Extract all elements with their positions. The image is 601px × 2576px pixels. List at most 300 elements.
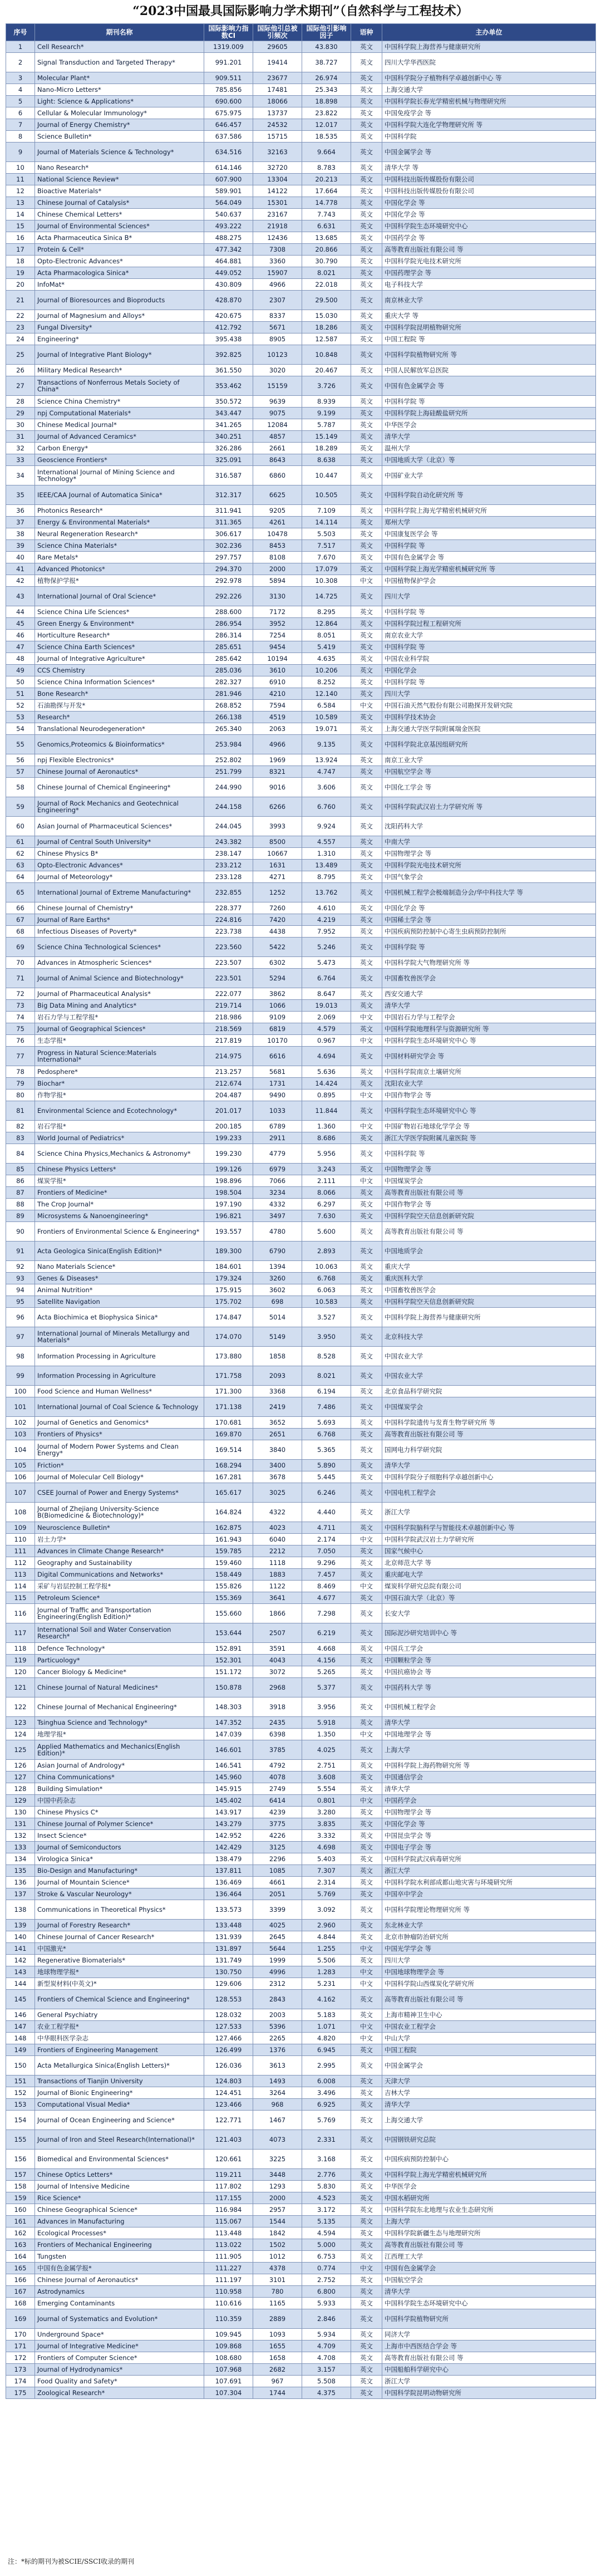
cell-citations: 1118: [253, 1557, 302, 1569]
cell-index: 49: [6, 665, 35, 676]
table-row: [6, 174, 596, 185]
cell-index: 120: [6, 1666, 35, 1678]
cell-ci: 113.448: [204, 2227, 253, 2239]
table-row: [6, 505, 596, 517]
cell-ci: 129.606: [204, 1978, 253, 1990]
cell-journal-name: npj Computational Materials*: [35, 408, 204, 419]
cell-citations: 1883: [253, 1569, 302, 1581]
cell-ci: 148.303: [204, 1697, 253, 1717]
cell-index: 43: [6, 587, 35, 606]
cell-index: 14: [6, 209, 35, 220]
cell-ci: 646.457: [204, 119, 253, 131]
cell-impact-factor: 10.308: [302, 575, 351, 587]
cell-institution: 中国科学院分子细胞科学卓越创新中心: [382, 1471, 596, 1483]
cell-index: 3: [6, 72, 35, 84]
cell-ci: 212.674: [204, 1078, 253, 1090]
cell-institution: 中国科学院遗传与发育生物学研究所 等: [382, 1417, 596, 1429]
cell-ci: 152.891: [204, 1643, 253, 1655]
cell-index: 146: [6, 2009, 35, 2021]
cell-journal-name: Rare Metals*: [35, 552, 204, 563]
cell-impact-factor: 4.844: [302, 1931, 351, 1943]
table-row: [6, 860, 596, 871]
cell-language: 中文: [351, 1175, 382, 1187]
cell-institution: 中国科学院大气物理研究所 等: [382, 957, 596, 969]
cell-language: 英文: [351, 256, 382, 267]
cell-language: 英文: [351, 1078, 382, 1090]
cell-ci: 265.340: [204, 723, 253, 735]
cell-institution: 中国石油天然气股份有限公司勘探开发研究院: [382, 700, 596, 712]
cell-ci: 464.881: [204, 256, 253, 267]
table-row: [6, 848, 596, 860]
cell-institution: 中国兵工学会: [382, 1643, 596, 1655]
cell-impact-factor: 3.172: [302, 2204, 351, 2216]
cell-citations: 2003: [253, 2009, 302, 2021]
cell-language: 英文: [351, 1807, 382, 1818]
cell-index: 55: [6, 735, 35, 754]
cell-journal-name: Journal of Bioresources and Bioproducts: [35, 291, 204, 310]
cell-language: 英文: [351, 883, 382, 902]
cell-ci: 477.342: [204, 244, 253, 256]
cell-citations: 12084: [253, 419, 302, 431]
cell-impact-factor: 9.135: [302, 735, 351, 754]
cell-institution: 高等教育出版社有限公司 等: [382, 1990, 596, 2009]
cell-language: 英文: [351, 836, 382, 848]
cell-institution: 中国科学院过程工程研究所: [382, 618, 596, 630]
cell-journal-name: Genomics,Proteomics & Bioinformatics*: [35, 735, 204, 754]
cell-impact-factor: 4.747: [302, 766, 351, 778]
cell-institution: 高等教育出版社有限公司 等: [382, 1429, 596, 1440]
cell-citations: 7420: [253, 914, 302, 926]
cell-citations: 19414: [253, 53, 302, 72]
cell-citations: 4378: [253, 2263, 302, 2274]
cell-impact-factor: 18.898: [302, 96, 351, 107]
cell-language: 英文: [351, 2192, 382, 2204]
cell-impact-factor: 12.017: [302, 119, 351, 131]
cell-citations: 3610: [253, 665, 302, 676]
cell-impact-factor: 13.685: [302, 232, 351, 244]
cell-impact-factor: 1.255: [302, 1943, 351, 1955]
cell-impact-factor: 2.752: [302, 2274, 351, 2286]
cell-journal-name: Computational Visual Media*: [35, 2099, 204, 2111]
table-row: [6, 1261, 596, 1273]
table-row: [6, 1397, 596, 1417]
cell-index: 160: [6, 2204, 35, 2216]
cell-journal-name: Chinese Journal of Chemistry*: [35, 902, 204, 914]
cell-language: 英文: [351, 2239, 382, 2251]
cell-language: 英文: [351, 2341, 382, 2352]
cell-language: 英文: [351, 1888, 382, 1900]
cell-language: 英文: [351, 1471, 382, 1483]
cell-institution: 北京科技大学: [382, 1327, 596, 1347]
table-row: [6, 688, 596, 700]
table-row: [6, 119, 596, 131]
cell-journal-name: Journal of Genetics and Genomics*: [35, 1417, 204, 1429]
cell-index: 48: [6, 653, 35, 665]
cell-ci: 340.251: [204, 431, 253, 443]
cell-index: 138: [6, 1900, 35, 1920]
cell-index: 165: [6, 2263, 35, 2274]
cell-journal-name: Frontiers of Chemical Science and Engineering*: [35, 1990, 204, 2009]
cell-impact-factor: 5.377: [302, 1678, 351, 1697]
cell-ci: 161.943: [204, 1534, 253, 1545]
table-row: [6, 735, 596, 754]
cell-impact-factor: 10.589: [302, 712, 351, 723]
cell-journal-name: npj Flexible Electronics*: [35, 754, 204, 766]
cell-institution: 中国植物保护学会: [382, 575, 596, 587]
cell-index: 26: [6, 365, 35, 376]
table-row: [6, 419, 596, 431]
cell-ci: 175.702: [204, 1296, 253, 1308]
cell-institution: 中国科学院长春光学精密机械与物理研究所: [382, 96, 596, 107]
cell-citations: 2968: [253, 1678, 302, 1697]
cell-index: 131: [6, 1818, 35, 1830]
cell-institution: 沈阳农业大学: [382, 1078, 596, 1090]
cell-index: 173: [6, 2364, 35, 2376]
cell-index: 158: [6, 2181, 35, 2192]
cell-impact-factor: 10.505: [302, 485, 351, 505]
cell-index: 46: [6, 630, 35, 641]
cell-impact-factor: 2.331: [302, 2130, 351, 2150]
cell-impact-factor: 6.925: [302, 2099, 351, 2111]
cell-journal-name: Advances in Manufacturing: [35, 2216, 204, 2227]
cell-language: 英文: [351, 2376, 382, 2387]
cell-citations: 2212: [253, 1545, 302, 1557]
cell-journal-name: 岩石力学与工程学报*: [35, 1012, 204, 1023]
cell-index: 34: [6, 466, 35, 485]
cell-journal-name: InfoMat*: [35, 279, 204, 291]
cell-ci: 430.809: [204, 279, 253, 291]
table-row: [6, 528, 596, 540]
cell-journal-name: Infectious Diseases of Poverty*: [35, 926, 204, 938]
table-row: [6, 408, 596, 419]
cell-citations: 9075: [253, 408, 302, 419]
cell-journal-name: Progress in Natural Science:Materials International*: [35, 1047, 204, 1066]
table-row: [6, 53, 596, 72]
cell-journal-name: Chinese Journal of Polymer Science*: [35, 1818, 204, 1830]
cell-citations: 698: [253, 1296, 302, 1308]
cell-language: 英文: [351, 2329, 382, 2341]
cell-journal-name: Applied Mathematics and Mechanics(English Edition)*: [35, 1740, 204, 1760]
cell-index: 80: [6, 1090, 35, 1101]
cell-journal-name: Cell Research*: [35, 41, 204, 53]
cell-impact-factor: 5.000: [302, 2239, 351, 2251]
cell-journal-name: Defence Technology*: [35, 1643, 204, 1655]
cell-index: 50: [6, 676, 35, 688]
cell-citations: 1731: [253, 1078, 302, 1090]
table-row: [6, 1830, 596, 1842]
cell-language: 英文: [351, 119, 382, 131]
cell-journal-name: Military Medical Research*: [35, 365, 204, 376]
cell-impact-factor: 5.183: [302, 2009, 351, 2021]
cell-language: 英文: [351, 914, 382, 926]
cell-journal-name: Science China Earth Sciences*: [35, 641, 204, 653]
cell-ci: 110.359: [204, 2309, 253, 2329]
cell-ci: 253.984: [204, 735, 253, 754]
cell-institution: 中国科学院: [382, 131, 596, 143]
table-row: [6, 1818, 596, 1830]
cell-language: 英文: [351, 1865, 382, 1877]
cell-journal-name: 煤炭学报*: [35, 1175, 204, 1187]
cell-journal-name: 中国有色金属学报*: [35, 2263, 204, 2274]
table-row: [6, 2216, 596, 2227]
cell-index: 149: [6, 2044, 35, 2056]
cell-language: 英文: [351, 1842, 382, 1853]
cell-institution: 中国科学院上海药物研究所 等: [382, 1760, 596, 1772]
cell-index: 86: [6, 1175, 35, 1187]
table-row: [6, 376, 596, 396]
cell-language: 英文: [351, 1187, 382, 1199]
cell-ci: 117.155: [204, 2192, 253, 2204]
cell-institution: 北京师范大学 等: [382, 1557, 596, 1569]
cell-institution: 中国农业大学: [382, 1366, 596, 1386]
cell-index: 78: [6, 1066, 35, 1078]
cell-citations: 6266: [253, 797, 302, 817]
table-row: [6, 2087, 596, 2099]
cell-ci: 350.572: [204, 396, 253, 408]
cell-language: 中文: [351, 2263, 382, 2274]
cell-index: 33: [6, 454, 35, 466]
cell-language: 中文: [351, 1966, 382, 1978]
cell-institution: 中国科学院武汉岩土力学研究所: [382, 1534, 596, 1545]
cell-citations: 12436: [253, 232, 302, 244]
table-row: [6, 1760, 596, 1772]
table-row: [6, 1966, 596, 1978]
table-row: [6, 1308, 596, 1327]
table-row: [6, 1175, 596, 1187]
table-row: [6, 1623, 596, 1643]
cell-ci: 169.514: [204, 1440, 253, 1460]
cell-language: 英文: [351, 2130, 382, 2150]
table-row: [6, 1807, 596, 1818]
cell-institution: 中国科学院上海硅酸盐研究所: [382, 408, 596, 419]
cell-citations: 4025: [253, 1920, 302, 1931]
cell-ci: 164.824: [204, 1503, 253, 1522]
cell-citations: 3613: [253, 2056, 302, 2075]
cell-index: 91: [6, 1242, 35, 1261]
cell-journal-name: CCS Chemistry: [35, 665, 204, 676]
cell-ci: 325.091: [204, 454, 253, 466]
table-row: [6, 1534, 596, 1545]
table-row: [6, 2341, 596, 2352]
cell-impact-factor: 14.114: [302, 517, 351, 528]
cell-institution: 高等教育出版社有限公司 等: [382, 1222, 596, 1242]
cell-institution: 中国药科大学 等: [382, 1678, 596, 1697]
cell-citations: 3125: [253, 1842, 302, 1853]
table-row: [6, 333, 596, 345]
cell-citations: 1085: [253, 1865, 302, 1877]
cell-citations: 2682: [253, 2364, 302, 2376]
cell-institution: 中国地质大学（北京）等: [382, 454, 596, 466]
cell-index: 68: [6, 926, 35, 938]
cell-index: 113: [6, 1569, 35, 1581]
cell-ci: 109.945: [204, 2329, 253, 2341]
cell-impact-factor: 5.769: [302, 2111, 351, 2130]
cell-journal-name: Journal of Integrative Plant Biology*: [35, 345, 204, 365]
cell-citations: 3918: [253, 1697, 302, 1717]
table-row: [6, 988, 596, 1000]
cell-citations: 7066: [253, 1175, 302, 1187]
cell-citations: 3775: [253, 1818, 302, 1830]
cell-institution: 中国航空学会 等: [382, 766, 596, 778]
cell-language: 英文: [351, 871, 382, 883]
cell-citations: 6910: [253, 676, 302, 688]
cell-journal-name: Geoscience Frontiers*: [35, 454, 204, 466]
cell-language: 英文: [351, 1604, 382, 1623]
cell-ci: 690.600: [204, 96, 253, 107]
cell-citations: 1544: [253, 2216, 302, 2227]
cell-journal-name: Science China Information Sciences*: [35, 676, 204, 688]
cell-impact-factor: 12.587: [302, 333, 351, 345]
cell-institution: 中国疾病预防控制中心: [382, 2150, 596, 2169]
table-row: [6, 926, 596, 938]
cell-citations: 8905: [253, 333, 302, 345]
table-body: [6, 41, 596, 2399]
cell-index: 9: [6, 143, 35, 162]
table-row: [6, 1187, 596, 1199]
cell-institution: 浙江大学: [382, 1503, 596, 1522]
table-row: [6, 1284, 596, 1296]
cell-language: 英文: [351, 1101, 382, 1121]
table-row: [6, 836, 596, 848]
cell-institution: 中国科学院 等: [382, 396, 596, 408]
cell-institution: 中国科学院空天信息创新研究院: [382, 1296, 596, 1308]
table-row: [6, 653, 596, 665]
cell-index: 16: [6, 232, 35, 244]
cell-institution: 中国科学院南京土壤研究所: [382, 1066, 596, 1078]
cell-language: 英文: [351, 1397, 382, 1417]
cell-ci: 306.617: [204, 528, 253, 540]
cell-index: 121: [6, 1678, 35, 1697]
cell-impact-factor: 8.686: [302, 1132, 351, 1144]
cell-citations: 4779: [253, 1144, 302, 1164]
cell-language: 英文: [351, 969, 382, 988]
cell-index: 101: [6, 1397, 35, 1417]
cell-institution: 中国煤炭学会: [382, 1175, 596, 1187]
table-row: [6, 1386, 596, 1397]
cell-journal-name: Transactions of Tianjin University: [35, 2075, 204, 2087]
cell-language: 中文: [351, 1090, 382, 1101]
cell-citations: 4073: [253, 2130, 302, 2150]
cell-impact-factor: 8.295: [302, 606, 351, 618]
cell-language: 英文: [351, 41, 382, 53]
cell-index: 114: [6, 1581, 35, 1592]
cell-ci: 233.128: [204, 871, 253, 883]
cell-institution: 中国科学院空天信息创新研究院: [382, 1210, 596, 1222]
cell-citations: 967: [253, 2376, 302, 2387]
col-header-language: 语种: [351, 24, 382, 41]
table-row: [6, 969, 596, 988]
cell-index: 10: [6, 162, 35, 174]
cell-institution: 中国科学院昆明动物研究所: [382, 2387, 596, 2399]
cell-language: 中文: [351, 1121, 382, 1132]
cell-ci: 540.637: [204, 209, 253, 220]
cell-journal-name: Acta Geologica Sinica(English Edition)*: [35, 1242, 204, 1261]
cell-citations: 15907: [253, 267, 302, 279]
cell-language: 英文: [351, 618, 382, 630]
cell-journal-name: 新型炭材料(中英文)*: [35, 1978, 204, 1990]
cell-ci: 119.211: [204, 2169, 253, 2181]
cell-index: 107: [6, 1483, 35, 1503]
cell-citations: 2419: [253, 1397, 302, 1417]
cell-journal-name: National Science Review*: [35, 174, 204, 185]
cell-impact-factor: 7.109: [302, 505, 351, 517]
cell-index: 170: [6, 2329, 35, 2341]
cell-index: 98: [6, 1347, 35, 1366]
cell-language: 英文: [351, 1440, 382, 1460]
cell-citations: 8643: [253, 454, 302, 466]
cell-citations: 2307: [253, 291, 302, 310]
table-row: [6, 587, 596, 606]
cell-ci: 361.550: [204, 365, 253, 376]
cell-ci: 113.022: [204, 2239, 253, 2251]
cell-institution: 四川大学: [382, 587, 596, 606]
cell-index: 168: [6, 2298, 35, 2309]
cell-citations: 2265: [253, 2033, 302, 2044]
cell-journal-name: Journal of Bionic Engineering*: [35, 2087, 204, 2099]
cell-language: 英文: [351, 1284, 382, 1296]
cell-journal-name: Chinese Journal of Cancer Research*: [35, 1931, 204, 1943]
cell-ci: 449.052: [204, 267, 253, 279]
cell-institution: 中国通信学会: [382, 1772, 596, 1783]
cell-ci: 589.901: [204, 185, 253, 197]
cell-institution: 中国工程院: [382, 2044, 596, 2056]
cell-institution: 中国科技出版传媒股份有限公司: [382, 174, 596, 185]
table-row: [6, 244, 596, 256]
cell-journal-name: Digital Communications and Networks*: [35, 1569, 204, 1581]
cell-impact-factor: 38.727: [302, 53, 351, 72]
cell-index: 62: [6, 848, 35, 860]
cell-citations: 2911: [253, 1132, 302, 1144]
cell-citations: 1293: [253, 2181, 302, 2192]
cell-impact-factor: 9.664: [302, 143, 351, 162]
cell-ci: 292.978: [204, 575, 253, 587]
cell-language: 英文: [351, 1655, 382, 1666]
table-row: [6, 1545, 596, 1557]
cell-impact-factor: 6.800: [302, 2286, 351, 2298]
cell-institution: 国际泥沙研究培训中心 等: [382, 1623, 596, 1643]
table-row: [6, 279, 596, 291]
cell-ci: 312.317: [204, 485, 253, 505]
cell-institution: 中国卒中学会: [382, 1888, 596, 1900]
cell-index: 8: [6, 131, 35, 143]
cell-citations: 14122: [253, 185, 302, 197]
cell-impact-factor: 20.467: [302, 365, 351, 376]
table-row: [6, 817, 596, 836]
cell-ci: 217.819: [204, 1035, 253, 1047]
cell-ci: 111.197: [204, 2274, 253, 2286]
cell-index: 141: [6, 1943, 35, 1955]
table-row: [6, 1273, 596, 1284]
cell-institution: 郑州大学: [382, 517, 596, 528]
table-row: [6, 1931, 596, 1943]
cell-language: 英文: [351, 1569, 382, 1581]
cell-index: 92: [6, 1261, 35, 1273]
col-header-ci: 国际影响力指数CI: [204, 24, 253, 41]
cell-language: 英文: [351, 778, 382, 797]
table-row: [6, 220, 596, 232]
cell-institution: 高等教育出版社有限公司 等: [382, 2239, 596, 2251]
table-row: [6, 365, 596, 376]
table-row: [6, 1066, 596, 1078]
cell-journal-name: International Soil and Water Conservation Research*: [35, 1623, 204, 1643]
cell-ci: 233.212: [204, 860, 253, 871]
cell-ci: 196.821: [204, 1210, 253, 1222]
cell-journal-name: IEEE/CAA Journal of Automatica Sinica*: [35, 485, 204, 505]
cell-citations: 29605: [253, 41, 302, 53]
cell-impact-factor: 4.677: [302, 1592, 351, 1604]
cell-impact-factor: 5.231: [302, 1978, 351, 1990]
table-row: [6, 2169, 596, 2181]
